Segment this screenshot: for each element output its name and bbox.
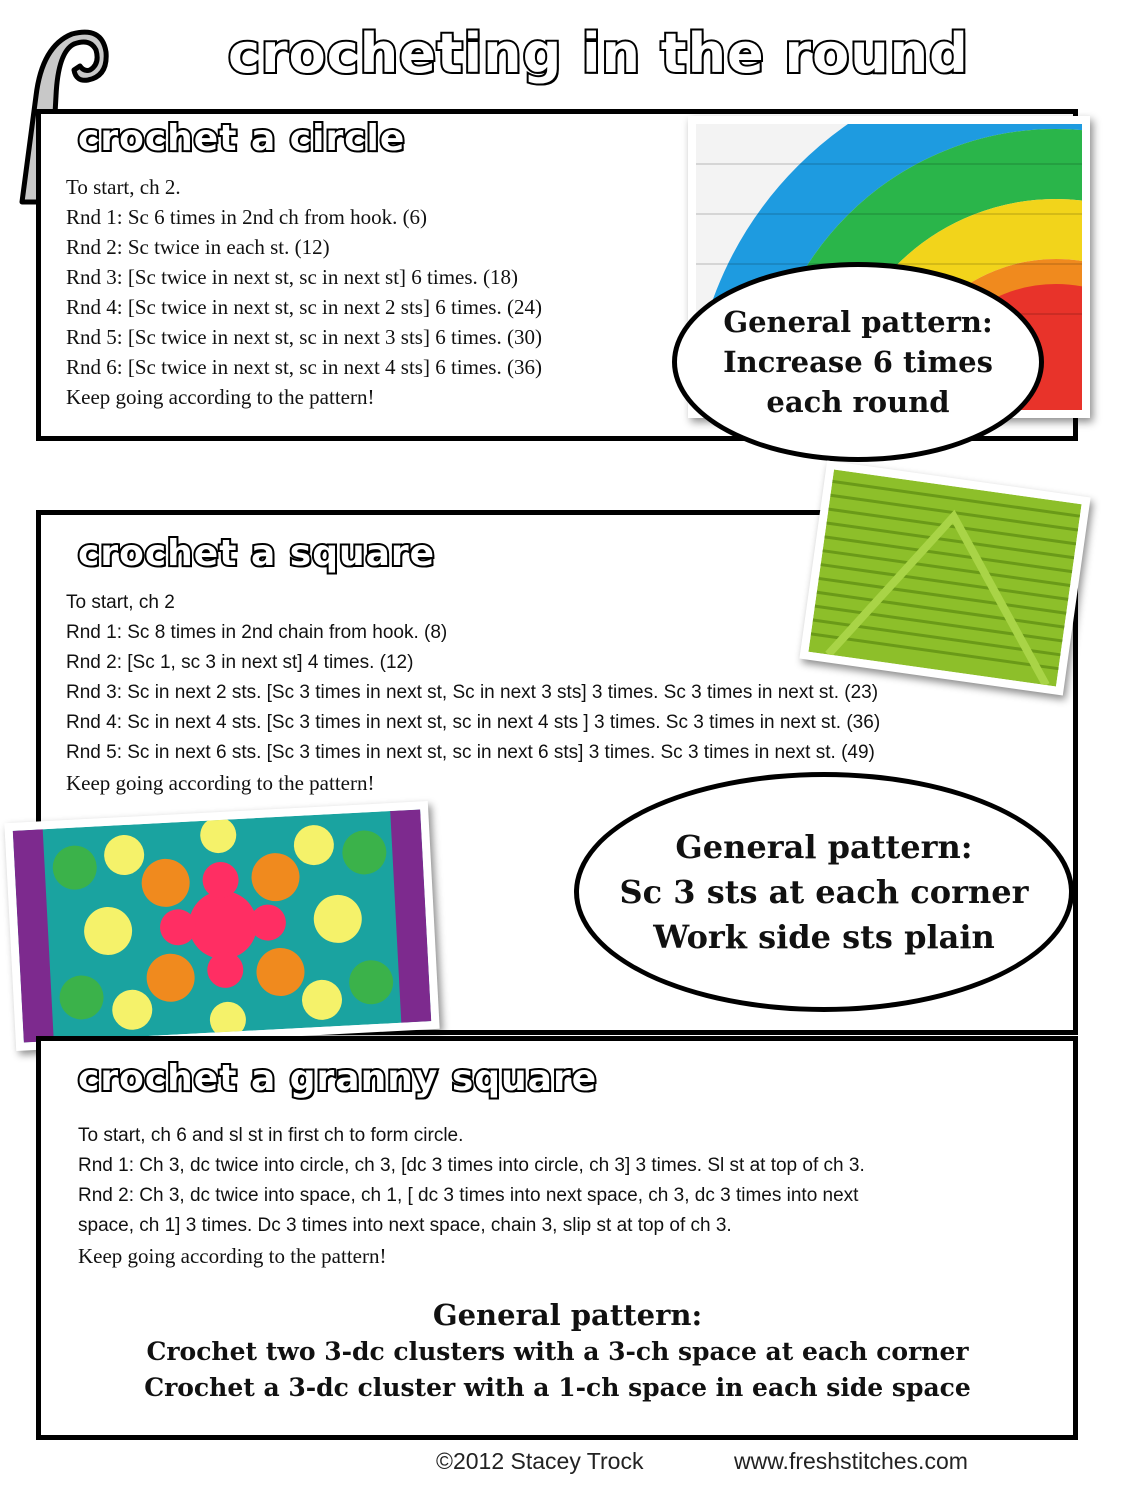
pattern-line: each round [766, 385, 950, 419]
pattern-line: Sc 3 sts at each corner [619, 872, 1029, 911]
keep-going-text: Keep going according to the pattern! [66, 771, 375, 795]
pattern-line: General pattern: [723, 305, 993, 339]
square-pattern-oval [574, 772, 1074, 1012]
instruction-line: Keep going according to the pattern! [66, 385, 375, 409]
keep-going-text: Keep going according to the pattern! [78, 1244, 387, 1268]
pattern-line: Crochet two 3-dc clusters with a 3-ch space at each corner [146, 1337, 969, 1366]
circle-heading: crochet a circle [78, 118, 406, 159]
instruction-line: Rnd 4: Sc in next 4 sts. [Sc 3 times in next st, sc in next 4 sts ] 3 times. Sc 3 times in next st. (36) [66, 712, 881, 733]
instruction-line: To start, ch 6 and sl st in first ch to form circle. [78, 1125, 464, 1146]
instruction-line: To start, ch 2. [66, 175, 181, 199]
pattern-line: Work side sts plain [653, 917, 995, 956]
instruction-line: Rnd 5: [Sc twice in next st, sc in next 3 sts] 6 times. (30) [66, 325, 542, 349]
pattern-line: Crochet a 3-dc cluster with a 1-ch space in each side space [144, 1373, 971, 1402]
instruction-line: Rnd 4: [Sc twice in next st, sc in next 2 sts] 6 times. (24) [66, 295, 542, 319]
instruction-line: Rnd 2: Ch 3, dc twice into space, ch 1, [ dc 3 times into next space, ch 3, dc 3 times into next [78, 1185, 859, 1206]
circle-pattern-oval [672, 262, 1044, 462]
granny-general-pattern [40, 1296, 1075, 1406]
granny-heading: crochet a granny square [78, 1058, 598, 1099]
copyright-text: ©2012 Stacey Trock [436, 1448, 644, 1474]
circle-instructions [66, 172, 542, 412]
instruction-line: Rnd 1: Ch 3, dc twice into circle, ch 3, [dc 3 times into circle, ch 3] 3 times. Sl st at top of ch 3. [78, 1155, 865, 1176]
granny-instructions [78, 1121, 865, 1241]
instruction-line: space, ch 1] 3 times. Dc 3 times into next space, chain 3, slip st at top of ch 3. [78, 1215, 732, 1236]
instruction-line: Rnd 1: Sc 8 times in 2nd chain from hook. (8) [66, 622, 448, 643]
website-link[interactable]: www.freshstitches.com [734, 1448, 968, 1474]
instruction-line: Rnd 3: Sc in next 2 sts. [Sc 3 times in next st, Sc in next 3 sts] 3 times. Sc 3 times in next st. (23) [66, 682, 879, 703]
instruction-line: Rnd 2: Sc twice in each st. (12) [66, 235, 330, 259]
green-square-photo [799, 460, 1090, 695]
instruction-line: To start, ch 2 [66, 592, 175, 613]
instruction-line: Rnd 6: [Sc twice in next st, sc in next 4 sts] 6 times. (36) [66, 355, 542, 379]
square-instructions [66, 588, 880, 768]
pattern-line: Increase 6 times [723, 345, 993, 379]
instruction-line: Rnd 1: Sc 6 times in 2nd ch from hook. (6) [66, 205, 428, 229]
granny-square-photo [4, 801, 439, 1051]
instruction-line: Rnd 2: [Sc 1, sc 3 in next st] 4 times. (12) [66, 652, 414, 673]
instruction-line: Rnd 3: [Sc twice in next st, sc in next st] 6 times. (18) [66, 265, 519, 289]
square-heading: crochet a square [78, 533, 436, 574]
pattern-line: General pattern: [675, 827, 973, 866]
pattern-title: General pattern: [432, 1298, 703, 1332]
instruction-line: Rnd 5: Sc in next 6 sts. [Sc 3 times in next st, sc in next 6 sts] 3 times. Sc 3 times in next st. (49) [66, 742, 875, 763]
page-title: crocheting in the round [228, 22, 969, 85]
